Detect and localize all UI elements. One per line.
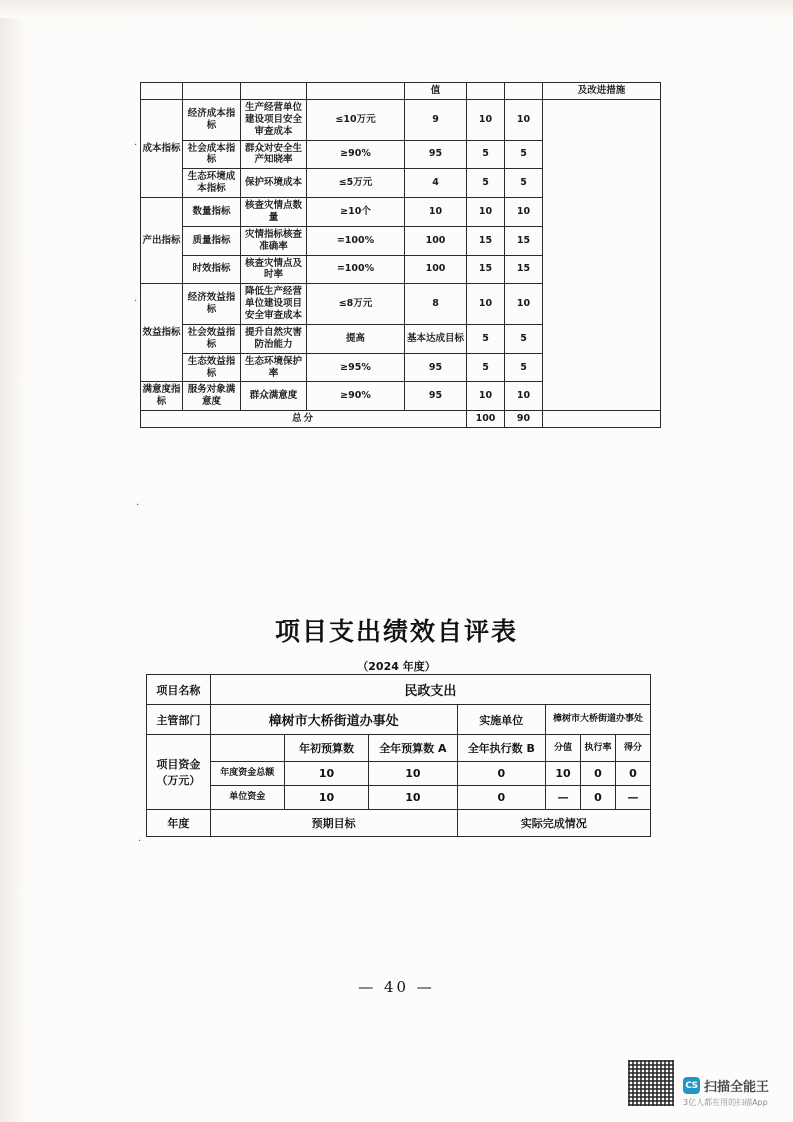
total-got: 90 xyxy=(505,411,543,428)
camscanner-watermark xyxy=(626,1058,769,1108)
qr-code-icon xyxy=(626,1058,676,1108)
indicator-target: ≥95% xyxy=(307,353,405,382)
indicator-value: 95 xyxy=(405,382,467,411)
level2-label: 生态环境成本指标 xyxy=(183,169,241,198)
indicator-score: 10 xyxy=(467,382,505,411)
implement-unit-value: 樟树市大桥街道办事处 xyxy=(546,705,651,735)
indicator-got: 5 xyxy=(505,324,543,353)
table-row xyxy=(147,786,651,810)
funds-got-score: 0 xyxy=(615,762,650,786)
indicator-score: 5 xyxy=(467,169,505,198)
level2-label: 社会效益指标 xyxy=(183,324,241,353)
indicator-value: 8 xyxy=(405,284,467,325)
header-blank-6 xyxy=(505,83,543,100)
funds-header-got-score: 得分 xyxy=(615,735,650,762)
project-name-value: 民政支出 xyxy=(210,675,650,705)
level2-label: 时效指标 xyxy=(183,255,241,284)
total-blank xyxy=(543,411,661,428)
level2-label: 经济成本指标 xyxy=(183,99,241,140)
indicator-desc: 生态环境保护率 xyxy=(241,353,307,382)
watermark-main-row xyxy=(683,1076,769,1095)
project-expenditure-table xyxy=(146,674,651,837)
group-label-benefit: 效益指标 xyxy=(141,284,183,382)
stray-mark: · xyxy=(134,296,138,307)
indicator-desc: 灾情指标核查准确率 xyxy=(241,226,307,255)
scan-edge-top xyxy=(0,0,793,18)
total-label: 总分 xyxy=(141,411,467,428)
funds-annual: 10 xyxy=(369,762,457,786)
indicator-target: ≤8万元 xyxy=(307,284,405,325)
scan-edge-left xyxy=(0,0,26,1122)
table-row xyxy=(147,675,651,705)
funds-exec-rate: 0 xyxy=(580,762,615,786)
improvement-measures-cell xyxy=(543,99,661,410)
indicator-value: 95 xyxy=(405,140,467,169)
indicator-score: 5 xyxy=(467,353,505,382)
project-grid xyxy=(146,674,651,837)
funds-annual: 10 xyxy=(369,786,457,810)
funds-header-score-value: 分值 xyxy=(546,735,581,762)
table-row xyxy=(141,83,661,100)
year-label: 年度 xyxy=(147,810,211,837)
indicator-score: 10 xyxy=(467,99,505,140)
funds-score-value: — xyxy=(546,786,581,810)
indicator-got: 15 xyxy=(505,255,543,284)
indicator-target: =100% xyxy=(307,255,405,284)
funds-got-score: — xyxy=(615,786,650,810)
indicator-target: ≤10万元 xyxy=(307,99,405,140)
funds-exec: 0 xyxy=(457,762,545,786)
watermark-app-name: 扫描全能王 xyxy=(703,1080,769,1095)
dept-label: 主管部门 xyxy=(147,705,211,735)
indicator-value: 95 xyxy=(405,353,467,382)
expected-target-label: 预期目标 xyxy=(210,810,457,837)
indicator-got: 5 xyxy=(505,353,543,382)
table-row-total xyxy=(141,411,661,428)
group-label-cost: 成本指标 xyxy=(141,99,183,197)
funds-header-blank xyxy=(210,735,284,762)
indicator-got: 10 xyxy=(505,198,543,227)
indicator-score: 5 xyxy=(467,140,505,169)
watermark-tagline: 3亿人都在用的扫描App xyxy=(682,1098,768,1107)
funds-header-exec-rate: 执行率 xyxy=(580,735,615,762)
header-blank-4 xyxy=(307,83,405,100)
funds-begin: 10 xyxy=(284,786,368,810)
indicator-score: 5 xyxy=(467,324,505,353)
indicator-desc: 生产经营单位建设项目安全审查成本 xyxy=(241,99,307,140)
total-score: 100 xyxy=(467,411,505,428)
stray-mark: · xyxy=(134,140,138,151)
indicator-target: 提高 xyxy=(307,324,405,353)
stray-mark: · xyxy=(138,836,142,847)
indicator-got: 5 xyxy=(505,140,543,169)
indicator-target: =100% xyxy=(307,226,405,255)
funds-header-annual: 全年预算数 A xyxy=(369,735,457,762)
indicator-desc: 群众对安全生产知晓率 xyxy=(241,140,307,169)
funds-header-begin: 年初预算数 xyxy=(284,735,368,762)
indicator-target: ≤5万元 xyxy=(307,169,405,198)
indicator-value: 10 xyxy=(405,198,467,227)
indicator-score: 15 xyxy=(467,226,505,255)
page-subtitle: （2024 年度） xyxy=(357,660,436,673)
indicator-value: 100 xyxy=(405,226,467,255)
header-blank-5 xyxy=(467,83,505,100)
level2-label: 服务对象满意度 xyxy=(183,382,241,411)
indicator-target: ≥10个 xyxy=(307,198,405,227)
funds-exec-rate: 0 xyxy=(580,786,615,810)
header-blank-3 xyxy=(241,83,307,100)
indicator-value: 4 xyxy=(405,169,467,198)
indicator-desc: 提升自然灾害防治能力 xyxy=(241,324,307,353)
performance-indicator-table xyxy=(140,82,660,428)
header-blank-2 xyxy=(183,83,241,100)
camscanner-logo-icon: CS xyxy=(683,1077,700,1094)
table-row xyxy=(147,810,651,837)
group-label-output: 产出指标 xyxy=(141,198,183,284)
funds-exec: 0 xyxy=(457,786,545,810)
funds-row-name: 单位资金 xyxy=(210,786,284,810)
indicator-target: ≥90% xyxy=(307,382,405,411)
indicator-score: 10 xyxy=(467,284,505,325)
header-blank-1 xyxy=(141,83,183,100)
indicator-desc: 核查灾情点及时率 xyxy=(241,255,307,284)
project-name-label: 项目名称 xyxy=(147,675,211,705)
table-row xyxy=(147,735,651,762)
indicator-got: 10 xyxy=(505,382,543,411)
indicator-desc: 降低生产经营单位建设项目安全审查成本 xyxy=(241,284,307,325)
indicator-grid xyxy=(140,82,661,428)
indicator-desc: 保护环境成本 xyxy=(241,169,307,198)
indicator-value: 9 xyxy=(405,99,467,140)
indicator-got: 15 xyxy=(505,226,543,255)
level2-label: 质量指标 xyxy=(183,226,241,255)
indicator-score: 10 xyxy=(467,198,505,227)
page-number: — 40 — xyxy=(358,978,435,996)
table-row xyxy=(141,99,661,140)
funds-begin: 10 xyxy=(284,762,368,786)
project-funds-label: 项目资金（万元） xyxy=(147,735,211,810)
level2-label: 生态效益指标 xyxy=(183,353,241,382)
indicator-got: 5 xyxy=(505,169,543,198)
page-title: 项目支出绩效自评表 xyxy=(274,617,518,646)
indicator-value: 100 xyxy=(405,255,467,284)
watermark-text xyxy=(683,1076,769,1108)
indicator-got: 10 xyxy=(505,99,543,140)
group-label-satisfaction: 满意度指标 xyxy=(141,382,183,411)
header-value: 值 xyxy=(405,83,467,100)
indicator-desc: 群众满意度 xyxy=(241,382,307,411)
funds-row-name: 年度资金总额 xyxy=(210,762,284,786)
funds-score-value: 10 xyxy=(546,762,581,786)
indicator-desc: 核查灾情点数量 xyxy=(241,198,307,227)
indicator-got: 10 xyxy=(505,284,543,325)
table-row xyxy=(147,762,651,786)
indicator-target: ≥90% xyxy=(307,140,405,169)
actual-completion-label: 实际完成情况 xyxy=(457,810,650,837)
level2-label: 社会成本指标 xyxy=(183,140,241,169)
dept-value: 樟树市大桥街道办事处 xyxy=(210,705,457,735)
header-measures: 及改进措施 xyxy=(543,83,661,100)
funds-header-exec: 全年执行数 B xyxy=(457,735,545,762)
level2-label: 数量指标 xyxy=(183,198,241,227)
implement-unit-label: 实施单位 xyxy=(457,705,545,735)
indicator-score: 15 xyxy=(467,255,505,284)
stray-mark: · xyxy=(136,500,140,511)
indicator-value: 基本达成目标 xyxy=(405,324,467,353)
level2-label: 经济效益指标 xyxy=(183,284,241,325)
table-row xyxy=(147,705,651,735)
